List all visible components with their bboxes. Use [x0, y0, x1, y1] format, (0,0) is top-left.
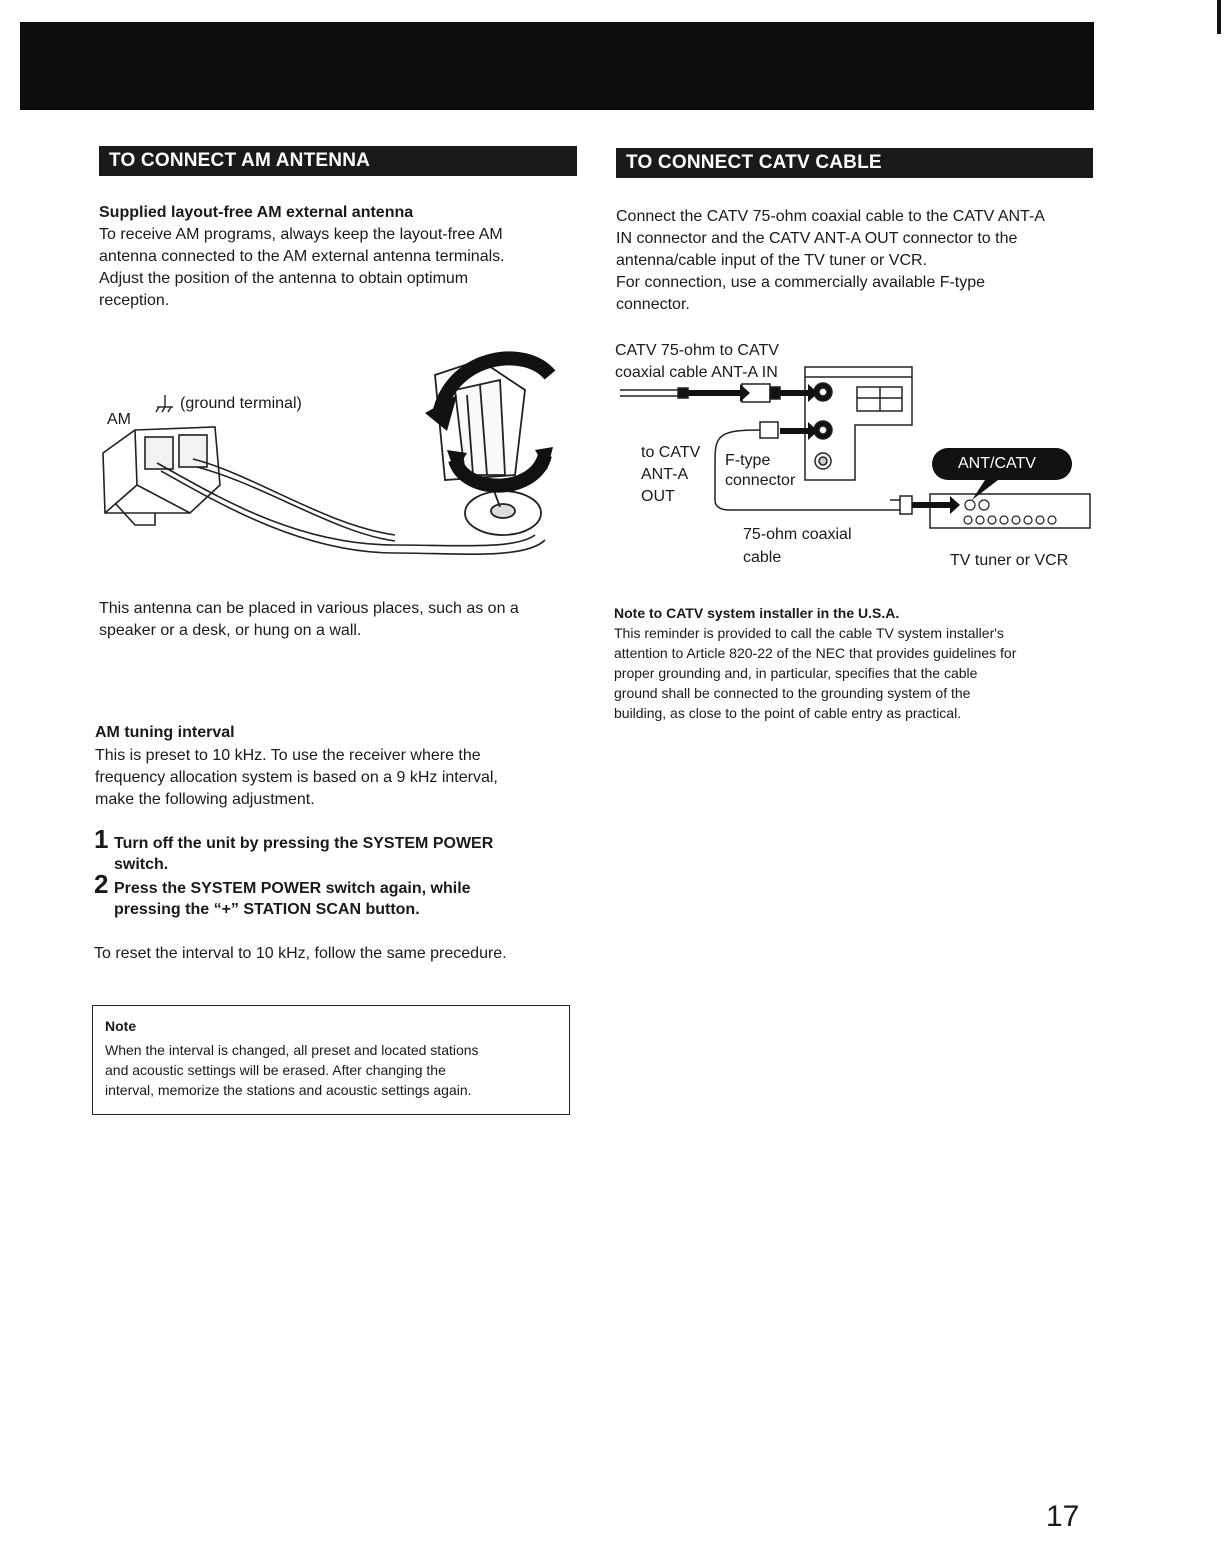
catv-intro-line-5: connector. — [616, 296, 690, 313]
ant-a-out-label-3: OUT — [641, 488, 675, 505]
note-line-2: and acoustic settings will be erased. After changing the — [105, 1062, 446, 1078]
installer-line-2: attention to Article 820-22 of the NEC that provides guidelines for — [614, 645, 1017, 661]
step-1-number: 1 — [94, 824, 109, 854]
step-2-line-1: Press the SYSTEM POWER switch again, while — [114, 880, 471, 897]
tuning-line-3: make the following adjustment. — [95, 791, 315, 808]
note-title: Note — [105, 1018, 137, 1034]
step-1 — [94, 824, 494, 875]
page-number: 17 — [1046, 1500, 1080, 1533]
header-black-bar — [20, 22, 1094, 110]
step-2-number: 2 — [94, 869, 109, 899]
installer-line-5: building, as close to the point of cable entry as practical. — [614, 705, 962, 721]
catv-cable-label-1: CATV 75-ohm to CATV — [615, 342, 779, 359]
reset-instruction: To reset the interval to 10 kHz, follow the same precedure. — [94, 945, 507, 962]
placement-line-1: This antenna can be placed in various places, such as on a — [99, 600, 519, 617]
catv-cable-label-2: coaxial cable ANT-A IN — [615, 364, 778, 381]
tv-tuner-label: TV tuner or VCR — [950, 552, 1069, 569]
heading-connect-am-antenna: TO CONNECT AM ANTENNA — [99, 146, 577, 176]
ant-a-out-label-2: ANT-A — [641, 466, 689, 483]
heading-connect-catv-cable: TO CONNECT CATV CABLE — [616, 148, 1093, 178]
am-intro-line-3: Adjust the position of the antenna to obtain optimum — [99, 270, 469, 287]
catv-intro-line-3: antenna/cable input of the TV tuner or VCR. — [616, 252, 928, 269]
ftype-label-2: connector — [725, 472, 796, 489]
am-intro-line-4: reception. — [99, 292, 170, 309]
subheading-am-antenna: Supplied layout-free AM external antenna — [99, 204, 414, 221]
catv-intro-line-1: Connect the CATV 75-ohm coaxial cable to the CATV ANT-A — [616, 208, 1045, 225]
coax-label-2: cable — [743, 549, 782, 566]
ant-catv-badge: ANT/CATV — [958, 455, 1036, 472]
am-terminal-label: AM — [107, 411, 131, 428]
step-2-line-2: pressing the “+” STATION SCAN button. — [114, 901, 420, 918]
tuning-line-1: This is preset to 10 kHz. To use the receiver where the — [95, 747, 481, 764]
ground-terminal-label: (ground terminal) — [180, 395, 302, 412]
step-1-line-2: switch. — [114, 856, 169, 873]
note-box — [92, 1005, 570, 1115]
installer-line-1: This reminder is provided to call the cable TV system installer's — [614, 625, 1004, 641]
coax-label-1: 75-ohm coaxial — [743, 526, 852, 543]
tuning-line-2: frequency allocation system is based on a 9 kHz interval, — [95, 769, 498, 786]
ant-a-out-label-1: to CATV — [641, 444, 701, 461]
step-1-line-1: Turn off the unit by pressing the SYSTEM POWER — [114, 835, 494, 852]
ftype-label-1: F-type — [725, 452, 771, 469]
edge-mark — [1217, 0, 1221, 34]
subheading-am-tuning-interval: AM tuning interval — [95, 724, 235, 741]
catv-intro-line-2: IN connector and the CATV ANT-A OUT connector to the — [616, 230, 1018, 247]
installer-line-4: ground shall be connected to the grounding system of the — [614, 685, 971, 701]
am-intro-line-2: antenna connected to the AM external antenna terminals. — [99, 248, 505, 265]
installer-note-heading: Note to CATV system installer in the U.S.A. — [614, 605, 900, 621]
catv-intro-line-4: For connection, use a commercially available F-type — [616, 274, 986, 291]
step-2 — [94, 869, 471, 920]
note-line-3: interval, memorize the stations and acoustic settings again. — [105, 1082, 472, 1098]
note-line-1: When the interval is changed, all preset and located stations — [105, 1042, 479, 1058]
am-intro-line-1: To receive AM programs, always keep the layout-free AM — [99, 226, 503, 243]
placement-line-2: speaker or a desk, or hung on a wall. — [99, 622, 362, 639]
am-antenna-illustration — [95, 335, 575, 580]
installer-line-3: proper grounding and, in particular, specifies that the cable — [614, 665, 978, 681]
